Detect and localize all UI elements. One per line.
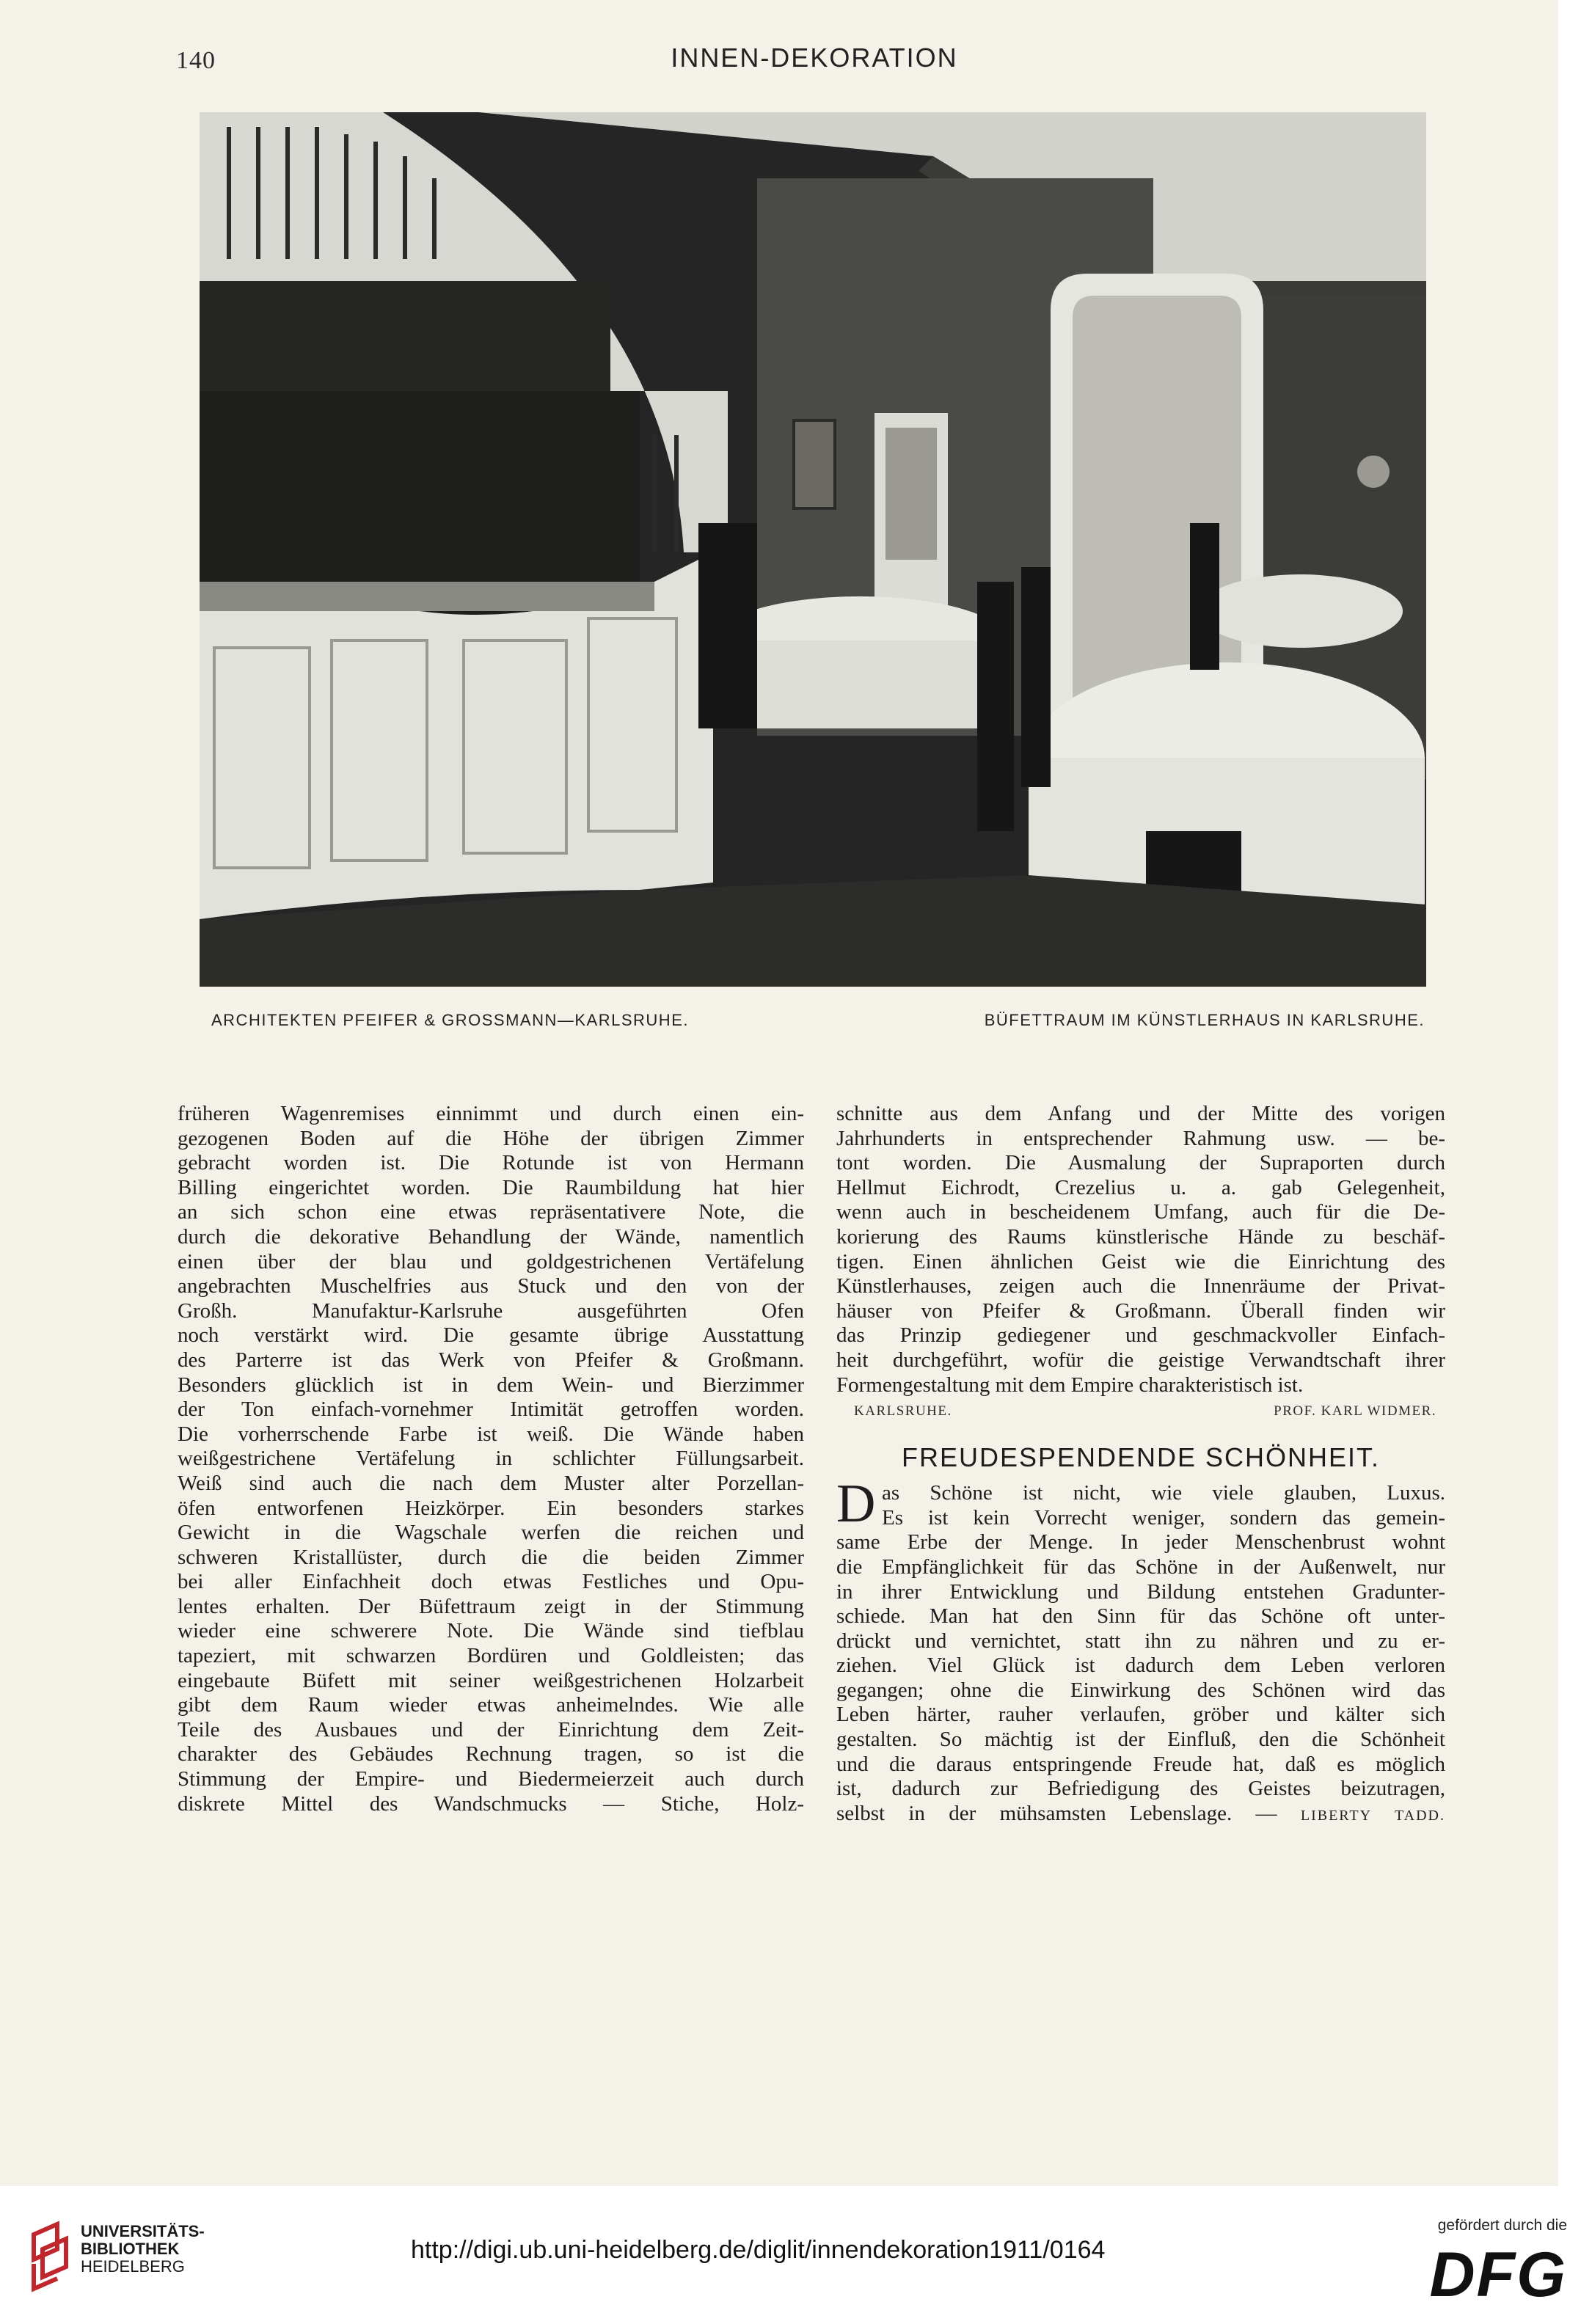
library-name[interactable] bbox=[81, 2223, 205, 2276]
text-line: angebrachten Muschelfries aus Stuck und den von der bbox=[178, 1274, 804, 1298]
left-column bbox=[178, 1102, 804, 1816]
text-line: Leben härter, rauher verlaufen, gröber und kälter sich bbox=[836, 1703, 1445, 1727]
text-line: same Erbe der Menge. In jeder Menschenbrust wohnt bbox=[836, 1530, 1445, 1554]
text-line: schnitte aus dem Anfang und der Mitte des vorigen bbox=[836, 1102, 1445, 1125]
text-line: die Empfänglichkeit für das Schöne in der Außenwelt, nur bbox=[836, 1554, 1445, 1579]
text-line: wenn auch in bescheidenem Umfang, auch für die De- bbox=[836, 1200, 1445, 1224]
text-line: tigen. Einen ähnlichen Geist wie die Einrichtung des bbox=[836, 1249, 1445, 1274]
text-line: wieder eine schwerere Note. Die Wände sind tiefblau bbox=[178, 1619, 804, 1643]
text-line: tapeziert, mit schwarzen Bordüren und Goldleisten; das bbox=[178, 1644, 804, 1668]
text-line: Es ist kein Vorrecht weniger, sondern das gemein- bbox=[882, 1505, 1445, 1530]
university-library-logo-icon[interactable] bbox=[28, 2220, 75, 2293]
library-name-line: BIBLIOTHEK bbox=[81, 2240, 180, 2258]
text-line: das Prinzip gediegener und geschmackvoller Einfach- bbox=[836, 1323, 1445, 1348]
text-line: korierung des Raums künstlerische Hände zu beschäf- bbox=[836, 1224, 1445, 1249]
article-body bbox=[836, 1474, 1446, 1826]
caption-architects: ARCHITEKTEN PFEIFER & GROSSMANN—KARLSRUHE. bbox=[211, 1011, 689, 1029]
text-line: gibt dem Raum wieder etwas anheimelndes. Wie alle bbox=[178, 1693, 804, 1717]
text-line: diskrete Mittel des Wandschmucks — Stiche, Holz- bbox=[178, 1791, 804, 1816]
library-city: HEIDELBERG bbox=[81, 2257, 185, 2276]
text-line: ist, dadurch zur Befriedigung des Geistes beizutragen, bbox=[836, 1777, 1445, 1801]
text-line: Großh. Manufaktur-Karlsruhe ausgeführten Ofen bbox=[178, 1298, 804, 1323]
running-head: INNEN-DEKORATION bbox=[671, 43, 958, 73]
text-line: an sich schon eine etwas repräsentativere Note, die bbox=[178, 1200, 804, 1224]
final-line-text: selbst in der mühsamsten Lebenslage. — bbox=[836, 1801, 1277, 1825]
text-line: noch verstärkt wird. Die gesamte übrige Ausstattung bbox=[178, 1323, 804, 1348]
text-line: früheren Wagenremises einnimmt und durch einen ein- bbox=[178, 1102, 804, 1125]
text-line: Hellmut Eichrodt, Crezelius u. a. gab Gelegenheit, bbox=[836, 1175, 1445, 1199]
permalink-url[interactable]: http://digi.ub.uni-heidelberg.de/diglit/innendekoration1911/0164 bbox=[411, 2236, 1106, 2264]
signature-author: PROF. KARL WIDMER. bbox=[1274, 1403, 1436, 1419]
text-line: as Schöne ist nicht, wie viele glauben, Luxus. bbox=[882, 1481, 1445, 1505]
text-line: charakter des Gebäudes Rechnung tragen, so ist die bbox=[178, 1742, 804, 1766]
page-number: 140 bbox=[176, 47, 216, 74]
text-line: des Parterre ist das Werk von Pfeifer & Großmann. bbox=[178, 1348, 804, 1372]
text-line: Die vorherrschende Farbe ist weiß. Die Wände haben bbox=[178, 1422, 804, 1446]
text-line: durch die dekorative Behandlung der Wände, namentlich bbox=[178, 1224, 804, 1249]
text-line: heit durchgeführt, wofür die geistige Verwandtschaft ihrer bbox=[836, 1348, 1445, 1372]
text-line: gestalten. So mächtig ist der Einfluß, den die Schönheit bbox=[836, 1728, 1445, 1752]
text-line: Weiß sind auch die nach dem Muster alter Porzellan- bbox=[178, 1471, 804, 1495]
dfg-logo[interactable]: DFG bbox=[1429, 2240, 1567, 2310]
text-line: häuser von Pfeifer & Großmann. Überall finden wir bbox=[836, 1298, 1445, 1323]
signature-place: KARLSRUHE. bbox=[854, 1403, 952, 1419]
drop-cap: D bbox=[836, 1474, 876, 1535]
text-line: Formengestaltung mit dem Empire charakteristisch ist. bbox=[836, 1373, 1304, 1397]
text-line: gezogenen Boden auf die Höhe der übrigen Zimmer bbox=[178, 1126, 804, 1150]
text-line: gebracht worden ist. Die Rotunde ist von Hermann bbox=[178, 1151, 804, 1175]
text-line: der Ton einfach-vornehmer Intimität getroffen worden. bbox=[178, 1397, 804, 1422]
text-line: weißgestrichene Vertäfelung in schlichter Füllungsarbeit. bbox=[178, 1447, 804, 1471]
text-line: öfen entworfenen Heizkörper. Ein besonders starkes bbox=[178, 1496, 804, 1520]
text-line-final bbox=[836, 1802, 1445, 1827]
article-author: LIBERTY TADD. bbox=[1300, 1807, 1446, 1824]
text-line: Teile des Ausbaues und der Einrichtung dem Zeit- bbox=[178, 1717, 804, 1742]
text-line: lentes erhalten. Der Büfettraum zeigt in der Stimmung bbox=[178, 1594, 804, 1618]
text-line: gegangen; ohne die Einwirkung des Schönen wird das bbox=[836, 1678, 1445, 1702]
text-line: tont worden. Die Ausmalung der Supraporten durch bbox=[836, 1151, 1445, 1175]
text-line: Gewicht in die Wagschale werfen die reichen und bbox=[178, 1521, 804, 1545]
text-line: in ihrer Entwicklung und Bildung entstehen Gradunter- bbox=[836, 1579, 1445, 1604]
article-heading: FREUDESPENDENDE SCHÖNHEIT. bbox=[901, 1442, 1381, 1473]
text-line: Jahrhunderts in entsprechender Rahmung usw. — be- bbox=[836, 1126, 1445, 1150]
text-line: ziehen. Viel Glück ist dadurch dem Leben verloren bbox=[836, 1654, 1445, 1678]
right-column bbox=[836, 1102, 1445, 1826]
library-name-line: UNIVERSITÄTS- bbox=[81, 2222, 205, 2240]
text-line: und die daraus entspringende Freude hat, daß es möglich bbox=[836, 1752, 1445, 1776]
funded-by-text: gefördert durch die bbox=[1437, 2217, 1567, 2234]
text-line: eingebaute Büfett mit seiner weißgestrichenen Holzarbeit bbox=[178, 1668, 804, 1692]
text-line: schiede. Man hat den Sinn für das Schöne oft unter- bbox=[836, 1604, 1445, 1629]
buffet-room-illustration bbox=[200, 112, 1426, 987]
text-line: einen über der blau und goldgestrichenen Vertäfelung bbox=[178, 1249, 804, 1274]
text-line: Billing eingerichtet worden. Die Raumbildung hat hier bbox=[178, 1175, 804, 1199]
text-line: Besonders glücklich ist in dem Wein- und Bierzimmer bbox=[178, 1373, 804, 1397]
text-line: bei aller Einfachheit doch etwas Festliches und Opu- bbox=[178, 1570, 804, 1594]
text-line: Künstlerhauses, zeigen auch die Innenräume der Privat- bbox=[836, 1274, 1445, 1298]
text-line: Stimmung der Empire- und Biedermeierzeit auch durch bbox=[178, 1767, 804, 1791]
text-line: schweren Kristallüster, durch die die beiden Zimmer bbox=[178, 1545, 804, 1569]
interior-photograph bbox=[200, 112, 1426, 987]
caption-title: BÜFETTRAUM IM KÜNSTLERHAUS IN KARLSRUHE. bbox=[984, 1011, 1425, 1029]
article-signature bbox=[836, 1399, 1445, 1424]
text-line: drückt und vernichtet, statt ihn zu nähren und zu er- bbox=[836, 1629, 1445, 1653]
